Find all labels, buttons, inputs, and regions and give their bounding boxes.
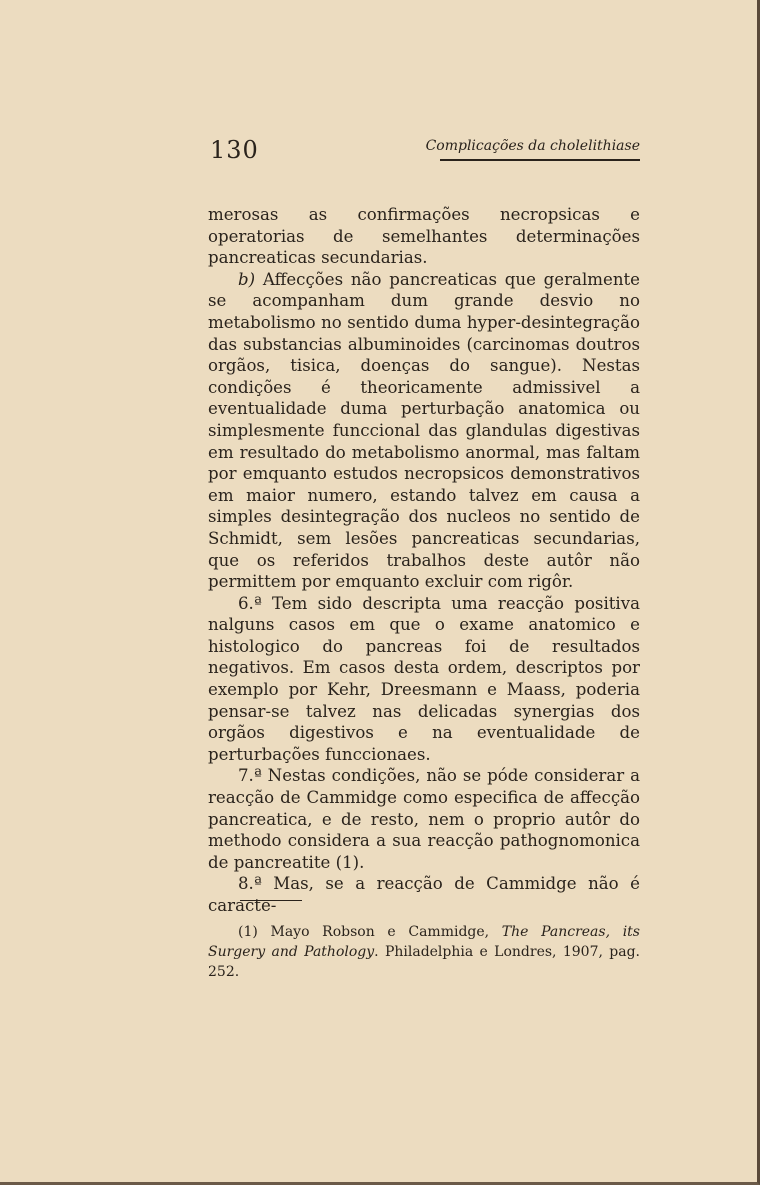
running-title: Complicações da cholelithiase bbox=[425, 138, 640, 154]
footnote bbox=[208, 922, 640, 982]
body-text bbox=[208, 204, 640, 917]
footnote-suffix: . Philadelphia e Londres, 1907, pag. 252. bbox=[208, 944, 640, 980]
paragraph-b-text: Affecções não pancreaticas que geralmente se acompanham dum grande desvio no metabolismo no sentido duma hyper-desintegração das substancias albuminoides (carcinomas doutros orgãos, tisica, doenças do sangue). Nestas condições é theoricamente admissivel a eventualidade duma perturbação anatomica ou simplesmente funccional das glandulas digestivas em resultado do metabolismo anormal, mas faltam por emquanto estudos necropsicos demonstrativos em maior numero, estando talvez em causa a simples desintegração dos nucleos no sentido de Schmidt, sem lesões pancreaticas secundarias, que os referidos trabalhos deste autôr não permittem por emquanto excluir com rigôr. bbox=[208, 269, 640, 592]
paragraph-continuation: merosas as confirmações necropsicas e operatorias de semelhantes determinações pancreaticas secundarias. bbox=[208, 205, 640, 268]
footnote-prefix: (1) Mayo Robson e Cammidge, bbox=[238, 924, 502, 940]
paragraph-6: 6.ª Tem sido descripta uma reacção positiva nalguns casos em que o exame anatomico e histologico do pancreas foi de resultados negativos. Em casos desta ordem, descriptos por exemplo por Kehr, Dreesmann e Maass, poderia pensar-se talvez nas delicadas synergias dos orgãos digestivos e na eventualidade de perturbações funccionaes. bbox=[208, 593, 640, 764]
paragraph-b bbox=[208, 269, 640, 593]
page-header bbox=[210, 132, 640, 162]
list-marker-b: b) bbox=[238, 269, 256, 289]
footnote-rule bbox=[240, 900, 302, 901]
paragraph-8: 8.ª Mas, se a reacção de Cammidge não é caracte- bbox=[208, 874, 640, 915]
header-rule bbox=[440, 159, 640, 161]
page-number: 130 bbox=[210, 136, 259, 164]
footnote-text bbox=[208, 922, 640, 982]
paragraph-7: 7.ª Nestas condições, não se póde considerar a reacção de Cammidge como especifica de affecção pancreatica, e de resto, nem o proprio autôr do methodo considera a sua reacção pathognomonica de pancreatite (1). bbox=[208, 766, 640, 872]
footnote-book-title: The Pancreas, its Surgery and Pathology bbox=[208, 924, 640, 960]
